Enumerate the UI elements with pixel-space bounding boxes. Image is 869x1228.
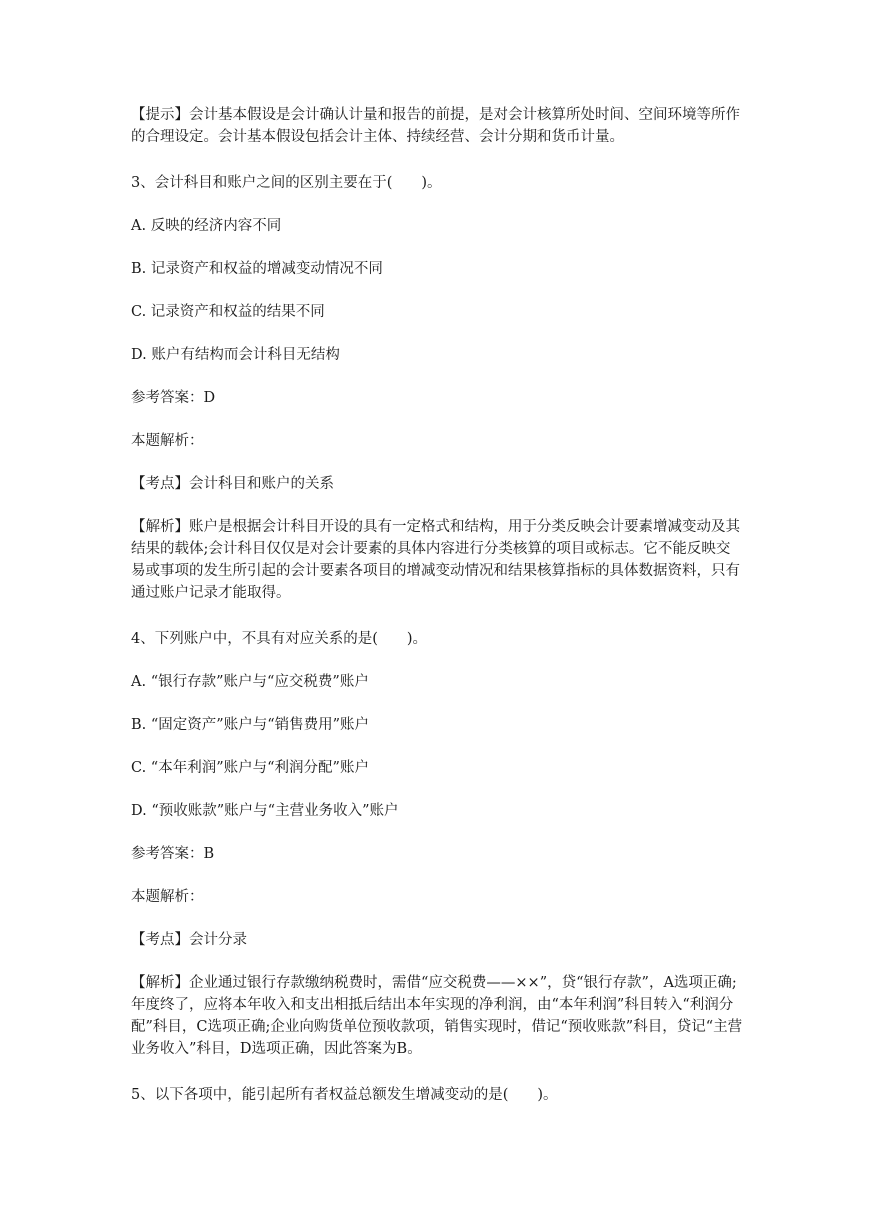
question-3-analysis-label: 本题解析： xyxy=(131,433,204,449)
question-4-option-c: C. “本年利润”账户与“利润分配”账户 xyxy=(131,760,369,776)
question-5: 5、以下各项中，能引起所有者权益总额发生增减变动的是( )。 xyxy=(131,1087,558,1103)
question-3-option-b: B. 记录资产和权益的增减变动情况不同 xyxy=(131,261,383,277)
question-4-option-a: A. “银行存款”账户与“应交税费”账户 xyxy=(131,674,369,690)
question-3-explanation: 【解析】账户是根据会计科目开设的具有一定格式和结构，用于分类反映会计要素增减变动及其结果的载体;会计科目仅仅是对会计要素的具体内容进行分类核算的项目或标志。它不能反映交易或事项的发生所引起的会计要素各项目的增减变动情况和结果核算指标的具体数据资料，只有通过账户记录才能取得。 xyxy=(131,519,740,601)
question-4-answer: 参考答案：B xyxy=(131,846,215,862)
question-4: 4、下列账户中，不具有对应关系的是( )。 xyxy=(131,631,428,647)
question-3-option-d: D. 账户有结构而会计科目无结构 xyxy=(131,347,340,363)
question-3-option-a: A. 反映的经济内容不同 xyxy=(131,218,282,234)
question-4-option-b: B. “固定资产”账户与“销售费用”账户 xyxy=(131,717,370,733)
question-3-option-c: C. 记录资产和权益的结果不同 xyxy=(131,304,325,320)
question-3-answer: 参考答案：D xyxy=(131,390,216,406)
question-4-analysis-label: 本题解析： xyxy=(131,889,204,905)
question-4-option-d: D. “预收账款”账户与“主营业务收入”账户 xyxy=(131,803,399,819)
question-3: 3、会计科目和账户之间的区别主要在于( )。 xyxy=(131,175,442,191)
question-4-key-point: 【考点】会计分录 xyxy=(131,932,247,948)
question-4-explanation: 【解析】企业通过银行存款缴纳税费时，需借“应交税费——××”，贷“银行存款”，A选项正确;年度终了，应将本年收入和支出相抵后结出本年实现的净利润，由“本年利润”科目转入“利润分配”科目，C选项正确;企业向购货单位预收款项，销售实现时，借记“预收账款”科目，贷记“主营业务收入”科目，D选项正确，因此答案为B。 xyxy=(131,975,743,1057)
hint-paragraph: 【提示】会计基本假设是会计确认计量和报告的前提，是对会计核算所处时间、空间环境等所作的合理设定。会计基本假设包括会计主体、持续经营、会计分期和货币计量。 xyxy=(131,107,740,145)
question-3-key-point: 【考点】会计科目和账户的关系 xyxy=(131,476,334,492)
